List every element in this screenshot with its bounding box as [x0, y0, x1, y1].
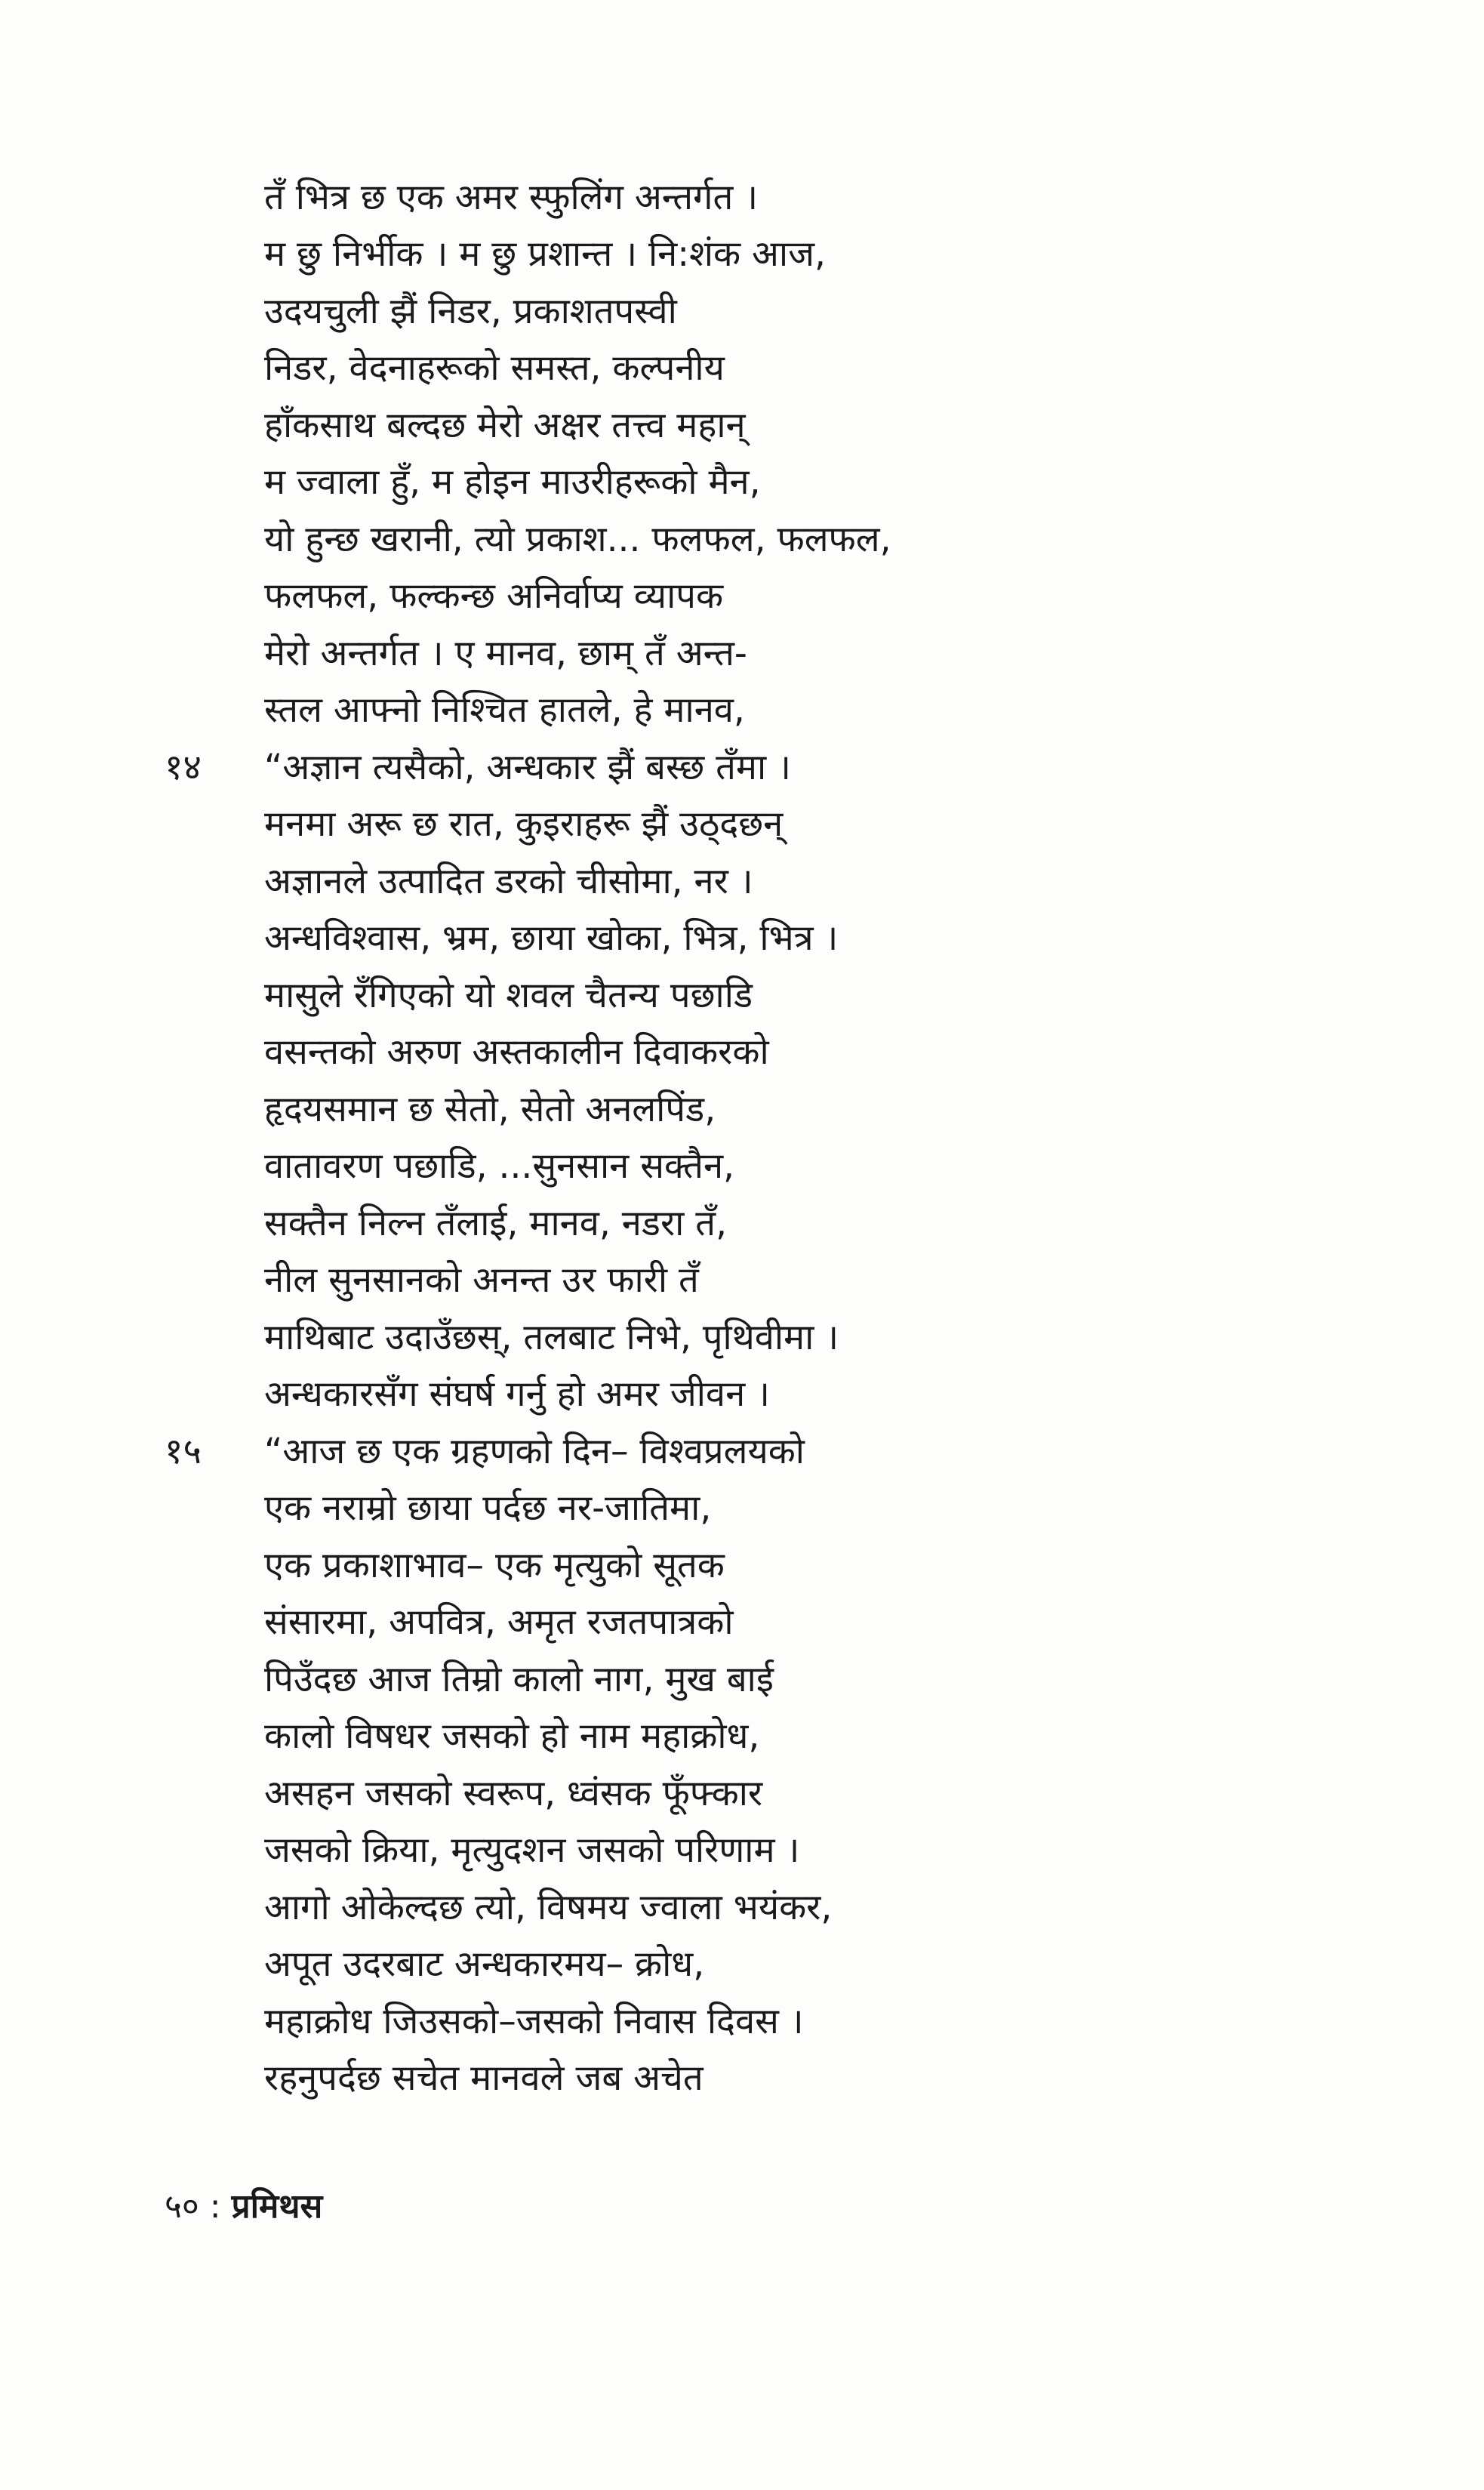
poem-line: तँ भित्र छ एक अमर स्फुलिंग अन्तर्गत ।: [264, 177, 759, 218]
poem-line: वसन्तको अरुण अस्तकालीन दिवाकरको: [264, 1031, 769, 1073]
poem-line: वातावरण पछाडि, ...सुनसान सक्तैन,: [264, 1145, 734, 1187]
page-number: ५०: [165, 2187, 199, 2226]
poem-line: पिउँदछ आज तिम्रो कालो नाग, मुख बाई: [264, 1659, 774, 1700]
poem-line: म छु निर्भीक । म छु प्रशान्त । नि:शंक आज,: [264, 233, 826, 275]
stanza-number: १५: [165, 1431, 202, 1472]
poem-line: संसारमा, अपवित्र, अमृत रजतपात्रको: [264, 1601, 734, 1643]
poem-line: अज्ञानले उत्पादित डरको चीसोमा, नर ।: [264, 861, 753, 902]
poem-line: सक्तैन निल्न तँलाई, मानव, नडरा तँ,: [264, 1203, 728, 1244]
poem-line: “आज छ एक ग्रहणको दिन– विश्वप्रलयको: [264, 1431, 805, 1472]
book-title: प्रमिथस: [231, 2187, 323, 2226]
poem-line: उदयचुली झैं निडर, प्रकाशतपस्वी: [264, 291, 677, 332]
poem-line: जसको क्रिया, मृत्युदशन जसको परिणाम ।: [264, 1829, 800, 1871]
poem-line: कालो विषधर जसको हो नाम महाक्रोध,: [264, 1715, 760, 1757]
poem-line: माथिबाट उदाउँछस्, तलबाट निभे, पृथिवीमा ।: [264, 1317, 839, 1358]
poem-line: हाँकसाथ बल्दछ मेरो अक्षर तत्त्व महान्: [264, 405, 746, 446]
poem-line: निडर, वेदनाहरूको समस्त, कल्पनीय: [264, 347, 725, 389]
poem-line: एक प्रकाशाभाव– एक मृत्युको सूतक: [264, 1545, 725, 1586]
poem-line: मेरो अन्तर्गत । ए मानव, छाम् तँ अन्त-: [264, 633, 747, 674]
poem-line: मासुले रँगिएको यो शवल चैतन्य पछाडि: [264, 975, 753, 1016]
poem-line: नील सुनसानको अनन्त उर फारी तँ: [264, 1259, 699, 1301]
poem-line: हृदयसमान छ सेतो, सेतो अनलपिंड,: [264, 1089, 716, 1130]
poem-line: मनमा अरू छ रात, कुइराहरू झैं उठ्दछन्: [264, 803, 784, 845]
poem-line: अपूत उदरबाट अन्धकारमय– क्रोध,: [264, 1943, 705, 1985]
poem-line: असहन जसको स्वरूप, ध्वंसक फूँफ्कार: [264, 1773, 763, 1814]
poem-line: अन्धविश्वास, भ्रम, छाया खोका, भित्र, भित्र ।: [264, 917, 839, 959]
poem-line: रहनुपर्दछ सचेत मानवले जब अचेत: [264, 2057, 704, 2099]
poem-line: एक नराम्रो छाया पर्दछ नर-जातिमा,: [264, 1487, 712, 1529]
poem-line: म ज्वाला हुँ, म होइन माउरीहरूको मैन,: [264, 461, 761, 503]
poem-line: महाक्रोध जिउसको–जसको निवास दिवस ।: [264, 2001, 804, 2042]
poem-line: आगो ओकेल्दछ त्यो, विषमय ज्वाला भयंकर,: [264, 1887, 833, 1928]
poem-line: अन्धकारसँग संघर्ष गर्नु हो अमर जीवन ।: [264, 1373, 770, 1415]
poem-line: यो हुन्छ खरानी, त्यो प्रकाश... फलफल, फलफल,: [264, 519, 891, 560]
page-footer: [165, 2186, 322, 2228]
footer-separator: :: [209, 2187, 221, 2226]
poem-line: फलफल, फल्कन्छ अनिर्वाप्य व्यापक: [264, 575, 724, 617]
poem-line: “अज्ञान त्यसैको, अन्धकार झैं बस्छ तँमा ।: [264, 747, 791, 788]
poem-line: स्तल आफ्नो निश्चित हातले, हे मानव,: [264, 689, 745, 731]
stanza-number: १४: [165, 747, 202, 788]
